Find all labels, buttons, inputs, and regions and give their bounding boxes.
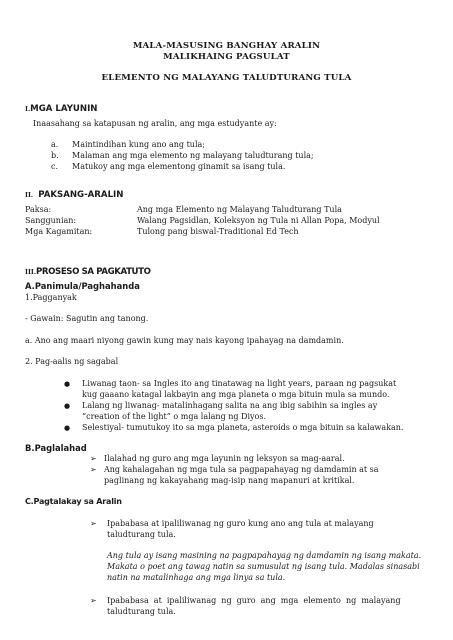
objective-text: Matukoy ang mga elementong ginamit sa isang tula.	[72, 162, 286, 171]
pagtalakay-item: taludturang tula.	[107, 607, 176, 616]
paksa-key: Mga Kagamitan:	[25, 227, 93, 236]
pagganyak-label: 1.Pagganyak	[25, 293, 77, 302]
tula-definition-line: Makata o poet ang tawag natin sa sumusulat ng isang tula. Madalas sinasabi	[107, 562, 420, 571]
pagtalakay-item: taludturang tula.	[107, 530, 176, 539]
bullet-text: Liwanag taon- sa Ingles ito ang tinatawag na light years, paraan ng pagsukat	[82, 379, 397, 388]
panimula-heading: A.Panimula/Paghahanda	[25, 281, 140, 291]
bullet-dot-icon: ●	[64, 424, 71, 432]
bullet-text: Lalang ng liwanag- matalinhagang salita na ang ibig sabihin sa ingles ay	[82, 401, 378, 410]
bullet-dot-icon: ●	[64, 380, 71, 388]
section-1-number: I.	[25, 106, 31, 113]
arrow-bullet-icon: ➢	[90, 454, 97, 463]
section-2-label: PAKSANG-ARALIN	[38, 190, 124, 200]
doc-title-2: MALIKHAING PAGSULAT	[163, 52, 290, 62]
arrow-bullet-icon: ➢	[90, 519, 97, 528]
pagtalakay-heading: C.Pagtalakay sa Aralin	[25, 497, 122, 506]
paglalahad-heading: B.Paglalahad	[25, 443, 87, 453]
paglalahad-item: Ilalahad ng guro ang mga layunin ng leksyon sa mag-aaral.	[104, 454, 345, 463]
section-3-number: III.	[25, 269, 37, 276]
paksa-key: Paksa:	[25, 205, 52, 214]
pagtalakay-item: Ipababasa at ipaliliwanag ng guro kung ano ang tula at malayang	[107, 519, 374, 528]
objective-text: Malaman ang mga elemento ng malayang taludturang tula;	[72, 151, 314, 160]
tula-definition-line: natin na matalinhaga ang mga linya sa tula.	[107, 573, 286, 582]
bullet-text: “creation of the light” o mga lalang ng Diyos.	[82, 412, 267, 421]
tula-definition-line: Ang tula ay isang masining na pagpapahayag ng damdamin ng isang makata.	[107, 551, 422, 560]
section-2-number: II.	[25, 192, 34, 199]
arrow-bullet-icon: ➢	[90, 596, 97, 605]
bullet-dot-icon: ●	[64, 402, 71, 410]
objective-marker: b.	[51, 151, 59, 160]
gawain-text: - Gawain: Sagutin ang tanong.	[25, 314, 149, 323]
section-1-label: MGA LAYUNIN	[30, 104, 98, 114]
paksa-value: Tulong pang biswal-Traditional Ed Tech	[137, 227, 299, 236]
objective-text: Maintindihan kung ano ang tula;	[72, 140, 205, 149]
bullet-text: Selestiyal- tumutukoy ito sa mga planeta, asteroids o mga bituin sa kalawakan.	[82, 423, 404, 432]
pag-aalis-label: 2. Pag-aalis ng sagabal	[25, 357, 119, 366]
objectives-intro: Inaasahang sa katapusan ng aralin, ang mga estudyante ay:	[33, 119, 277, 128]
arrow-bullet-icon: ➢	[90, 465, 97, 474]
section-3-heading	[25, 260, 151, 278]
paksa-value: Walang Pagsidlan, Koleksyon ng Tula ni Allan Popa, Modyul	[137, 216, 380, 225]
paglalahad-item: paglinang ng kakayahang mag-isip nang mapanuri at kritikal.	[104, 476, 355, 485]
pagtalakay-item: Ipababasa at ipaliliwanag ng guro ang mga elemento ng malayang	[107, 596, 401, 605]
question-text: a. Ano ang maari niyong gawin kung may nais kayong ipahayag na damdamin.	[25, 336, 344, 345]
section-3-label: PROSESO SA PAGKATUTO	[36, 267, 151, 277]
objective-marker: c.	[51, 162, 59, 171]
paksa-key: Sanggunian:	[25, 216, 77, 225]
doc-title-3: ELEMENTO NG MALAYANG TALUDTURANG TULA	[101, 73, 352, 83]
objective-marker: a.	[51, 140, 59, 149]
paglalahad-item: Ang kahalagahan ng mga tula sa pagpapahayag ng damdamin at sa	[104, 465, 379, 474]
doc-title-1: MALA-MASUSING BANGHAY ARALIN	[132, 41, 321, 51]
paksa-value: Ang mga Elemento ng Malayang Taludturang Tula	[137, 205, 342, 214]
section-2-heading	[25, 183, 123, 201]
bullet-text: kug gaaano katagal lakbayin ang mga planeta o mga bituin mula sa mundo.	[82, 390, 390, 399]
section-1-heading	[25, 97, 97, 115]
